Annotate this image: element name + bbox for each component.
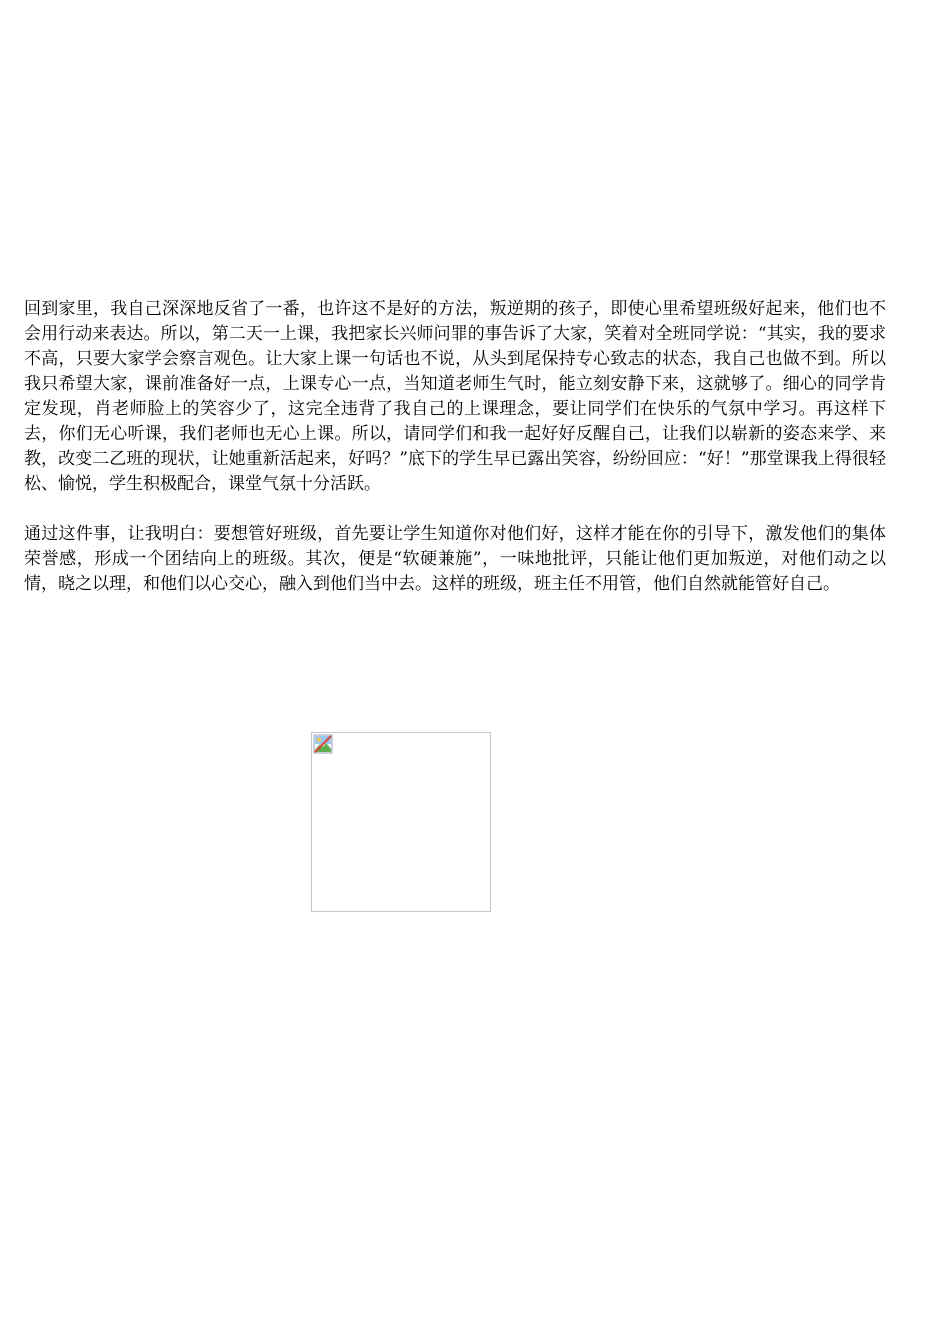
image-placeholder (311, 732, 491, 912)
paragraph-conclusion: 通过这件事，让我明白：要想管好班级，首先要让学生知道你对他们好，这样才能在你的引导下，激发他们的集体荣誉感，形成一个团结向上的班级。其次，便是“软硬兼施”，一味地批评，只能让他们更加叛逆，对他们动之以情，晓之以理，和他们以心交心，融入到他们当中去。这样的班级，班主任不用管，他们自然就能管好自己。 (24, 524, 886, 594)
paragraph-reflection: 回到家里，我自己深深地反省了一番，也许这不是好的方法，叛逆期的孩子，即使心里希望班级好起来，他们也不会用行动来表达。所以，第二天一上课，我把家长兴师问罪的事告诉了大家，笑着对全班同学说：“其实，我的要求不高，只要大家学会察言观色。让大家上课一句话也不说，从头到尾保持专心致志的状态，我自己也做不到。所以我只希望大家，课前准备好一点，上课专心一点，当知道老师生气时，能立刻安静下来，这就够了。细心的同学肯定发现，肖老师脸上的笑容少了，这完全违背了我自己的上课理念，要让同学们在快乐的气氛中学习。再这样下去，你们无心听课，我们老师也无心上课。所以，请同学们和我一起好好反醒自己，让我们以崭新的姿态来学、来教，改变二乙班的现状，让她重新活起来，好吗？”底下的学生早已露出笑容，纷纷回应：“好！”那堂课我上得很轻松、愉悦，学生积极配合，课堂气氛十分活跃。 (24, 299, 886, 494)
broken-image-icon (313, 734, 333, 754)
document-body (24, 297, 886, 597)
